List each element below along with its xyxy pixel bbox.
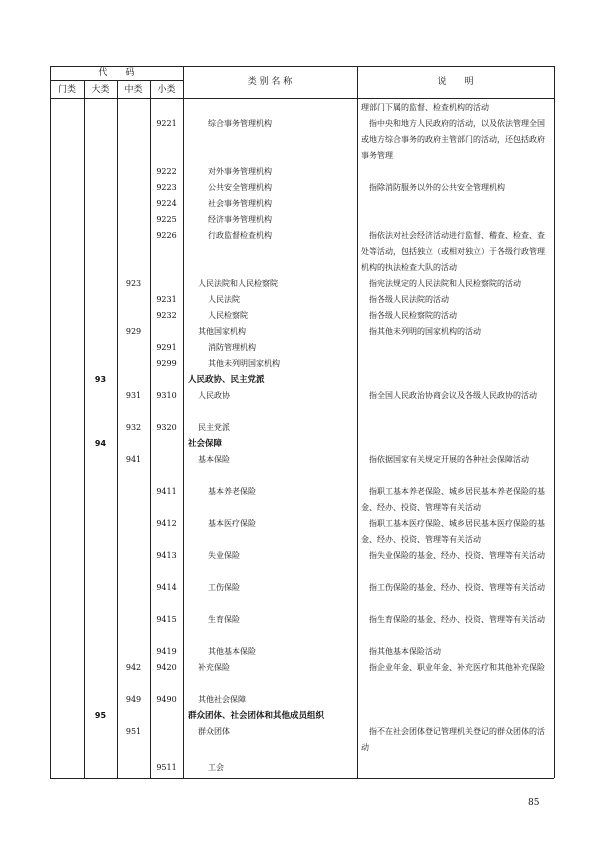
category-name: 人民法院和人民检察院 [198, 279, 278, 288]
category-name: 失业保险 [208, 551, 240, 560]
category-heading: 群众团体、社会团体和其他成员组织 [188, 711, 325, 721]
code-zhong: 942 [125, 663, 142, 672]
header-zhonglei: 中类 [124, 85, 143, 95]
code-xiao: 9310 [156, 391, 177, 400]
category-name: 对外事务管理机构 [208, 167, 272, 176]
category-name: 民主党派 [198, 423, 230, 432]
code-zhong: 932 [125, 423, 142, 432]
category-description: 指全国人民政治协商会议及各级人民政协的活动 [361, 391, 537, 400]
category-name: 人民法院 [208, 295, 240, 304]
code-da: 94 [94, 439, 107, 448]
table-bottom-border [50, 778, 554, 779]
code-xiao: 9414 [156, 583, 177, 592]
category-description: 指宪法规定的人民法院和人民检察院的活动 [361, 279, 521, 288]
category-name: 公共安全管理机构 [208, 183, 272, 192]
category-description: 指失业保险的基金、经办、投资、管理等有关活动 [361, 551, 545, 560]
code-zhong: 949 [125, 695, 142, 704]
category-name: 消防管理机构 [208, 343, 256, 352]
category-name: 其他国家机构 [198, 327, 246, 336]
category-name: 群众团体 [198, 727, 230, 736]
category-description: 指其他未列明的国家机构的活动 [361, 327, 481, 336]
category-name: 基本养老保险 [208, 487, 256, 496]
category-name: 其他社会保障 [198, 695, 246, 704]
col-divider-1 [84, 80, 85, 778]
category-name: 基本医疗保险 [208, 519, 256, 528]
category-description: 指依据国家有关规定开展的各种社会保障活动 [361, 455, 529, 464]
code-zhong: 941 [125, 455, 142, 464]
code-xiao: 9291 [156, 343, 177, 352]
code-zhong: 951 [125, 727, 142, 736]
category-name: 综合事务管理机构 [208, 119, 272, 128]
category-name: 人民政协 [198, 391, 230, 400]
category-description: 指职工基本养老保险、城乡居民基本养老保险的基金、经办、投资、管理等有关活动 [361, 487, 545, 512]
header-description: 说 明 [437, 77, 474, 87]
code-xiao: 9419 [156, 647, 177, 656]
code-da: 95 [94, 711, 107, 720]
category-name: 其他未列明国家机构 [208, 359, 280, 368]
category-name: 行政监督检查机构 [208, 231, 272, 240]
category-description: 指企业年金、职业年金、补充医疗和其他补充保险 [361, 663, 545, 672]
category-name: 其他基本保险 [208, 647, 256, 656]
code-xiao: 9320 [156, 423, 177, 432]
category-description: 指不在社会团体登记管理机关登记的群众团体的活动 [361, 727, 545, 752]
col-divider-5 [357, 66, 358, 778]
header-bottom-border [50, 98, 554, 99]
category-heading: 社会保障 [188, 439, 223, 449]
category-name: 基本保险 [198, 455, 230, 464]
category-description: 指其他基本保险活动 [361, 647, 441, 656]
header-code: 代 码 [98, 68, 135, 78]
table-left-border [50, 66, 51, 778]
category-name: 人民检察院 [208, 311, 248, 320]
category-name: 社会事务管理机构 [208, 199, 272, 208]
col-divider-4 [183, 66, 184, 778]
code-xiao: 9490 [156, 695, 177, 704]
category-description: 指除消防服务以外的公共安全管理机构 [361, 183, 505, 192]
code-zhong: 931 [125, 391, 142, 400]
code-xiao: 9232 [156, 311, 177, 320]
category-name: 工伤保险 [208, 583, 240, 592]
header-menlei: 门类 [57, 85, 76, 95]
category-name: 工会 [208, 763, 224, 772]
category-name: 经济事务管理机构 [208, 215, 272, 224]
code-xiao: 9221 [156, 119, 177, 128]
code-xiao: 9415 [156, 615, 177, 624]
code-xiao: 9231 [156, 295, 177, 304]
code-xiao: 9224 [156, 199, 177, 208]
header-xiaolei: 小类 [157, 85, 176, 95]
category-description: 指依法对社会经济活动进行监督、稽查、检查、查处等活动，包括独立（或相对独立）于各级行政管理机构的执法检查大队的活动 [361, 231, 545, 272]
category-name: 生育保险 [208, 615, 240, 624]
header-category-name: 类 别 名 称 [247, 77, 293, 87]
category-description: 理部门下属的监督、检查机构的活动 [361, 103, 489, 112]
code-xiao: 9411 [156, 487, 177, 496]
code-xiao: 9420 [156, 663, 177, 672]
code-zhong: 923 [125, 279, 142, 288]
code-xiao: 9413 [156, 551, 177, 560]
category-heading: 人民政协、民主党派 [188, 375, 265, 385]
code-xiao: 9412 [156, 519, 177, 528]
code-xiao: 9223 [156, 183, 177, 192]
category-name: 补充保险 [198, 663, 230, 672]
category-description: 指工伤保险的基金、经办、投资、管理等有关活动 [361, 583, 545, 592]
category-description: 指各级人民法院的活动 [361, 295, 449, 304]
page-number: 85 [528, 798, 540, 808]
code-xiao: 9226 [156, 231, 177, 240]
code-xiao: 9299 [156, 359, 177, 368]
category-description: 指各级人民检察院的活动 [361, 311, 457, 320]
code-zhong: 929 [125, 327, 142, 336]
code-xiao: 9225 [156, 215, 177, 224]
header-dalei: 大类 [91, 85, 110, 95]
table-right-border [554, 66, 555, 778]
category-description: 指中央和地方人民政府的活动，以及依法管理全国或地方综合事务的政府主管部门的活动，还包括政府事务管理 [361, 119, 545, 160]
category-description: 指职工基本医疗保险、城乡居民基本医疗保险的基金、经办、投资、管理等有关活动 [361, 519, 545, 544]
code-da: 93 [94, 375, 107, 384]
code-xiao: 9511 [156, 763, 177, 772]
code-xiao: 9222 [156, 167, 177, 176]
category-description: 指生育保险的基金、经办、投资、管理等有关活动 [361, 615, 545, 624]
